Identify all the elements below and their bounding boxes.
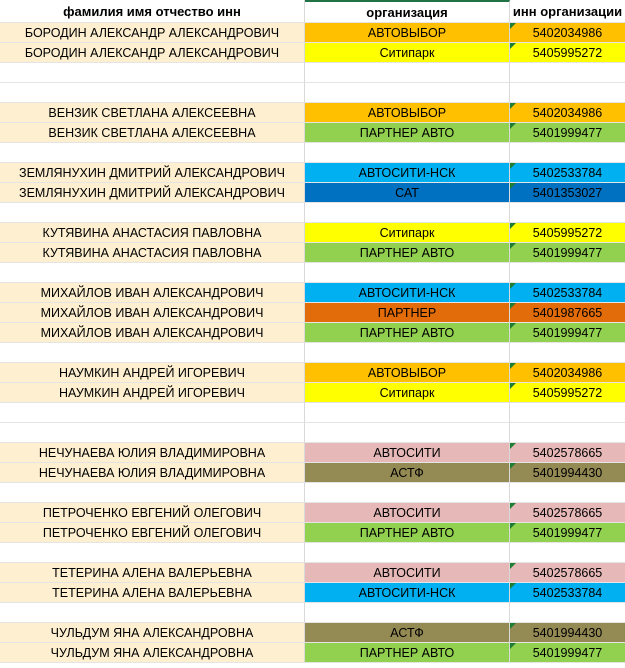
name-cell[interactable] <box>0 543 305 563</box>
inn-value: 5401999477 <box>532 125 603 140</box>
organization-cell[interactable]: АСТФ <box>305 463 510 483</box>
organization-cell[interactable]: АВТОСИТИ <box>305 503 510 523</box>
header-name-cell[interactable]: фамилия имя отчество инн <box>0 0 305 23</box>
inn-cell[interactable] <box>510 183 625 203</box>
inn-cell[interactable] <box>510 423 625 443</box>
number-as-text-indicator-icon <box>510 643 516 649</box>
organization-cell[interactable] <box>305 343 510 363</box>
inn-cell[interactable] <box>510 263 625 283</box>
inn-cell[interactable] <box>510 103 625 123</box>
organization-cell[interactable] <box>305 423 510 443</box>
number-as-text-indicator-icon <box>510 323 516 329</box>
inn-cell[interactable] <box>510 643 625 663</box>
organization-cell[interactable]: АВТОВЫБОР <box>305 103 510 123</box>
inn-cell[interactable] <box>510 23 625 43</box>
inn-value: 5402034986 <box>532 105 603 120</box>
organization-cell[interactable] <box>305 403 510 423</box>
empty-row <box>0 343 625 363</box>
table-row <box>0 583 625 603</box>
table-row <box>0 623 625 643</box>
organization-cell[interactable] <box>305 543 510 563</box>
number-as-text-indicator-icon <box>510 383 516 389</box>
name-cell[interactable]: КУТЯВИНА АНАСТАСИЯ ПАВЛОВНА <box>0 223 305 243</box>
empty-row <box>0 403 625 423</box>
empty-row <box>0 423 625 443</box>
inn-cell[interactable] <box>510 583 625 603</box>
organization-cell[interactable]: АВТОВЫБОР <box>305 363 510 383</box>
inn-cell[interactable] <box>510 343 625 363</box>
organization-cell[interactable] <box>305 203 510 223</box>
inn-value: 5405995272 <box>532 385 603 400</box>
name-cell[interactable]: ПЕТРОЧЕНКО ЕВГЕНИЙ ОЛЕГОВИЧ <box>0 523 305 543</box>
name-cell[interactable]: ТЕТЕРИНА АЛЕНА ВАЛЕРЬЕВНА <box>0 583 305 603</box>
name-cell[interactable]: МИХАЙЛОВ ИВАН АЛЕКСАНДРОВИЧ <box>0 323 305 343</box>
name-cell[interactable]: НАУМКИН АНДРЕЙ ИГОРЕВИЧ <box>0 363 305 383</box>
inn-cell[interactable] <box>510 83 625 103</box>
name-cell[interactable]: МИХАЙЛОВ ИВАН АЛЕКСАНДРОВИЧ <box>0 303 305 323</box>
name-cell[interactable]: ТЕТЕРИНА АЛЕНА ВАЛЕРЬЕВНА <box>0 563 305 583</box>
name-cell[interactable]: МИХАЙЛОВ ИВАН АЛЕКСАНДРОВИЧ <box>0 283 305 303</box>
inn-cell[interactable] <box>510 383 625 403</box>
inn-cell[interactable] <box>510 463 625 483</box>
table-row <box>0 303 625 323</box>
number-as-text-indicator-icon <box>510 443 516 449</box>
name-cell[interactable]: НЕЧУНАЕВА ЮЛИЯ ВЛАДИМИРОВНА <box>0 443 305 463</box>
inn-cell[interactable] <box>510 63 625 83</box>
inn-value: 5401999477 <box>532 245 603 260</box>
table-row <box>0 523 625 543</box>
empty-row <box>0 63 625 83</box>
number-as-text-indicator-icon <box>510 223 516 229</box>
table-row <box>0 383 625 403</box>
organization-cell[interactable]: ПАРТНЕР <box>305 303 510 323</box>
inn-value: 5402034986 <box>532 25 603 40</box>
inn-cell[interactable] <box>510 363 625 383</box>
number-as-text-indicator-icon <box>510 563 516 569</box>
organization-cell[interactable] <box>305 483 510 503</box>
organization-cell[interactable]: АВТОСИТИ-НСК <box>305 283 510 303</box>
number-as-text-indicator-icon <box>510 623 516 629</box>
table-row <box>0 283 625 303</box>
inn-value: 5401994430 <box>532 625 603 640</box>
name-cell[interactable]: ВЕНЗИК СВЕТЛАНА АЛЕКСЕЕВНА <box>0 103 305 123</box>
table-row <box>0 363 625 383</box>
table-row <box>0 163 625 183</box>
name-cell[interactable] <box>0 203 305 223</box>
number-as-text-indicator-icon <box>510 583 516 589</box>
number-as-text-indicator-icon <box>510 123 516 129</box>
inn-cell[interactable] <box>510 243 625 263</box>
number-as-text-indicator-icon <box>510 183 516 189</box>
inn-value: 5405995272 <box>532 45 603 60</box>
table-row <box>0 643 625 663</box>
empty-row <box>0 203 625 223</box>
name-cell[interactable]: ЗЕМЛЯНУХИН ДМИТРИЙ АЛЕКСАНДРОВИЧ <box>0 163 305 183</box>
empty-row <box>0 603 625 623</box>
table-row <box>0 43 625 63</box>
empty-row <box>0 483 625 503</box>
inn-cell[interactable] <box>510 323 625 343</box>
inn-cell[interactable] <box>510 443 625 463</box>
name-cell[interactable]: ЧУЛЬДУМ ЯНА АЛЕКСАНДРОВНА <box>0 623 305 643</box>
inn-cell[interactable] <box>510 223 625 243</box>
inn-cell[interactable] <box>510 43 625 63</box>
name-cell[interactable] <box>0 603 305 623</box>
inn-value: 5402578665 <box>532 505 603 520</box>
name-cell[interactable] <box>0 63 305 83</box>
inn-cell[interactable] <box>510 403 625 423</box>
inn-cell[interactable] <box>510 123 625 143</box>
inn-value: 5401994430 <box>532 465 603 480</box>
number-as-text-indicator-icon <box>510 523 516 529</box>
organization-cell[interactable] <box>305 263 510 283</box>
inn-value: 5405995272 <box>532 225 603 240</box>
inn-value: 5402034986 <box>532 365 603 380</box>
name-cell[interactable]: ВЕНЗИК СВЕТЛАНА АЛЕКСЕЕВНА <box>0 123 305 143</box>
inn-cell[interactable] <box>510 623 625 643</box>
inn-cell[interactable] <box>510 543 625 563</box>
organization-cell[interactable]: АВТОСИТИ <box>305 563 510 583</box>
organization-cell[interactable]: АВТОВЫБОР <box>305 23 510 43</box>
inn-cell[interactable] <box>510 203 625 223</box>
organization-cell[interactable]: Ситипарк <box>305 383 510 403</box>
organization-cell[interactable] <box>305 63 510 83</box>
table-row <box>0 323 625 343</box>
organization-cell[interactable]: Ситипарк <box>305 43 510 63</box>
name-cell[interactable]: НАУМКИН АНДРЕЙ ИГОРЕВИЧ <box>0 383 305 403</box>
inn-value: 5401999477 <box>532 525 603 540</box>
organization-cell[interactable]: Ситипарк <box>305 223 510 243</box>
empty-row <box>0 543 625 563</box>
header-organization-cell[interactable]: организация <box>305 0 510 23</box>
number-as-text-indicator-icon <box>510 363 516 369</box>
inn-cell[interactable] <box>510 523 625 543</box>
organization-cell[interactable]: ПАРТНЕР АВТО <box>305 643 510 663</box>
table-row <box>0 563 625 583</box>
inn-value: 5402533784 <box>532 285 603 300</box>
inn-cell[interactable] <box>510 303 625 323</box>
organization-cell[interactable]: АСТФ <box>305 623 510 643</box>
name-cell[interactable] <box>0 483 305 503</box>
organization-cell[interactable]: АВТОСИТИ-НСК <box>305 583 510 603</box>
inn-cell[interactable] <box>510 283 625 303</box>
table-row <box>0 223 625 243</box>
table-row <box>0 463 625 483</box>
organization-cell[interactable] <box>305 83 510 103</box>
name-cell[interactable] <box>0 423 305 443</box>
organization-cell[interactable]: ПАРТНЕР АВТО <box>305 523 510 543</box>
name-cell[interactable]: ЗЕМЛЯНУХИН ДМИТРИЙ АЛЕКСАНДРОВИЧ <box>0 183 305 203</box>
number-as-text-indicator-icon <box>510 243 516 249</box>
name-cell[interactable]: ЧУЛЬДУМ ЯНА АЛЕКСАНДРОВНА <box>0 643 305 663</box>
organization-cell[interactable] <box>305 143 510 163</box>
name-cell[interactable] <box>0 143 305 163</box>
number-as-text-indicator-icon <box>510 43 516 49</box>
empty-row <box>0 143 625 163</box>
name-cell[interactable]: НЕЧУНАЕВА ЮЛИЯ ВЛАДИМИРОВНА <box>0 463 305 483</box>
inn-value: 5401353027 <box>532 185 603 200</box>
name-cell[interactable]: БОРОДИН АЛЕКСАНДР АЛЕКСАНДРОВИЧ <box>0 23 305 43</box>
name-cell[interactable] <box>0 263 305 283</box>
name-cell[interactable]: БОРОДИН АЛЕКСАНДР АЛЕКСАНДРОВИЧ <box>0 43 305 63</box>
table-row <box>0 23 625 43</box>
table-row <box>0 103 625 123</box>
header-inn-cell[interactable]: инн организации <box>510 0 625 23</box>
inn-value: 5401987665 <box>532 305 603 320</box>
organization-cell[interactable]: ПАРТНЕР АВТО <box>305 123 510 143</box>
inn-cell[interactable] <box>510 503 625 523</box>
inn-cell[interactable] <box>510 563 625 583</box>
inn-value: 5402533784 <box>532 165 603 180</box>
inn-value: 5401999477 <box>532 645 603 660</box>
inn-cell[interactable] <box>510 483 625 503</box>
number-as-text-indicator-icon <box>510 103 516 109</box>
inn-cell[interactable] <box>510 163 625 183</box>
inn-value: 5402578665 <box>532 565 603 580</box>
table-row <box>0 123 625 143</box>
number-as-text-indicator-icon <box>510 503 516 509</box>
table-row <box>0 503 625 523</box>
inn-cell[interactable] <box>510 603 625 623</box>
organization-cell[interactable]: ПАРТНЕР АВТО <box>305 323 510 343</box>
inn-value: 5402533784 <box>532 585 603 600</box>
empty-row <box>0 83 625 103</box>
number-as-text-indicator-icon <box>510 23 516 29</box>
organization-cell[interactable]: САТ <box>305 183 510 203</box>
number-as-text-indicator-icon <box>510 283 516 289</box>
organization-cell[interactable]: АВТОСИТИ <box>305 443 510 463</box>
table-row <box>0 243 625 263</box>
name-cell[interactable]: ПЕТРОЧЕНКО ЕВГЕНИЙ ОЛЕГОВИЧ <box>0 503 305 523</box>
organization-cell[interactable] <box>305 603 510 623</box>
inn-value: 5401999477 <box>532 325 603 340</box>
name-cell[interactable] <box>0 83 305 103</box>
header-row <box>0 0 625 23</box>
name-cell[interactable]: КУТЯВИНА АНАСТАСИЯ ПАВЛОВНА <box>0 243 305 263</box>
number-as-text-indicator-icon <box>510 163 516 169</box>
inn-cell[interactable] <box>510 143 625 163</box>
empty-row <box>0 263 625 283</box>
number-as-text-indicator-icon <box>510 463 516 469</box>
number-as-text-indicator-icon <box>510 303 516 309</box>
organization-cell[interactable]: ПАРТНЕР АВТО <box>305 243 510 263</box>
inn-value: 5402578665 <box>532 445 603 460</box>
name-cell[interactable] <box>0 343 305 363</box>
table-row <box>0 183 625 203</box>
organization-cell[interactable]: АВТОСИТИ-НСК <box>305 163 510 183</box>
table-row <box>0 443 625 463</box>
name-cell[interactable] <box>0 403 305 423</box>
